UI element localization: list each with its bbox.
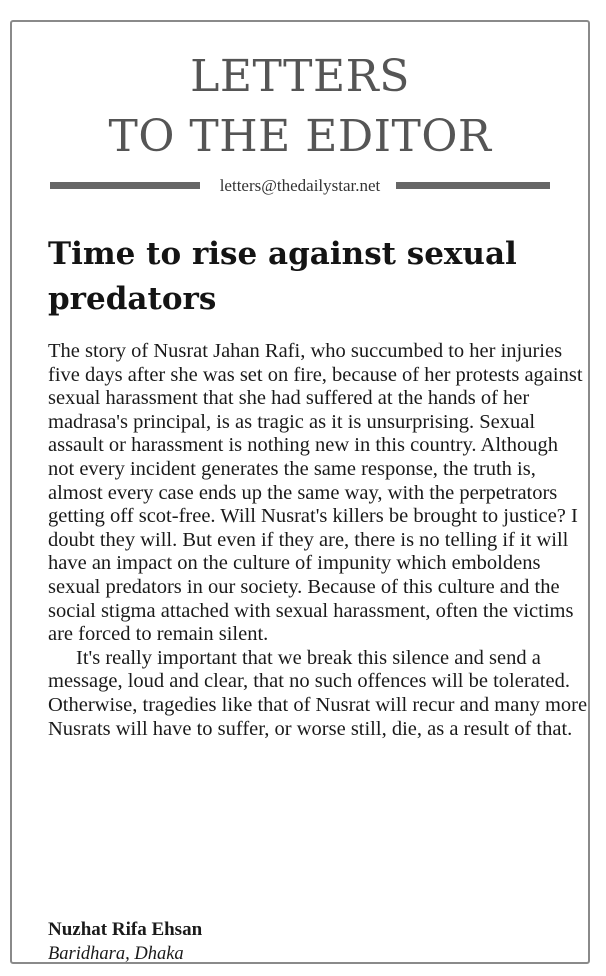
letter-body: [48, 340, 588, 741]
letter-location: Baridhara, Dhaka: [48, 944, 184, 964]
masthead-line-1: LETTERS: [190, 51, 410, 102]
letter-author: Nuzhat Rifa Ehsan: [48, 919, 203, 940]
letter-headline: Time to rise against sexual predators: [48, 236, 517, 317]
rule-right: [396, 182, 550, 189]
email-row: [50, 172, 550, 200]
letter-frame: [10, 20, 590, 964]
letter-paragraph-1: The story of Nusrat Jahan Rafi, who succumbed to her injuries five days after she was set on fire, because of her protests against sexual harassment that she had suffered at the hands of her madrasa's principal, is as tragic as it is unsurprising. Sexual assault or harassment is nothing new in this country. Although not every incident generates the same response, the truth is, almost every case ends up the same way, with the perpetrators getting off scot-free. Will Nusrat's killers be brought to justice? I doubt they will. But even if they are, there is no telling if it will have an impact on the culture of impunity which emboldens sexual predators in our society. Because of this culture and the social stigma attached with sexual harassment, often the victims are forced to remain silent.: [48, 340, 583, 646]
rule-left: [50, 182, 200, 189]
editor-email: letters@thedailystar.net: [219, 176, 381, 195]
letter-paragraph-2: It's really important that we break this silence and send a message, loud and clear, that no such offences will be tolerated. Otherwise, tragedies like that of Nusrat will recur and many more Nusrats will have to suffer, or worse still, die, as a result of that.: [48, 646, 588, 740]
masthead-line-2: TO THE EDITOR: [108, 111, 492, 162]
